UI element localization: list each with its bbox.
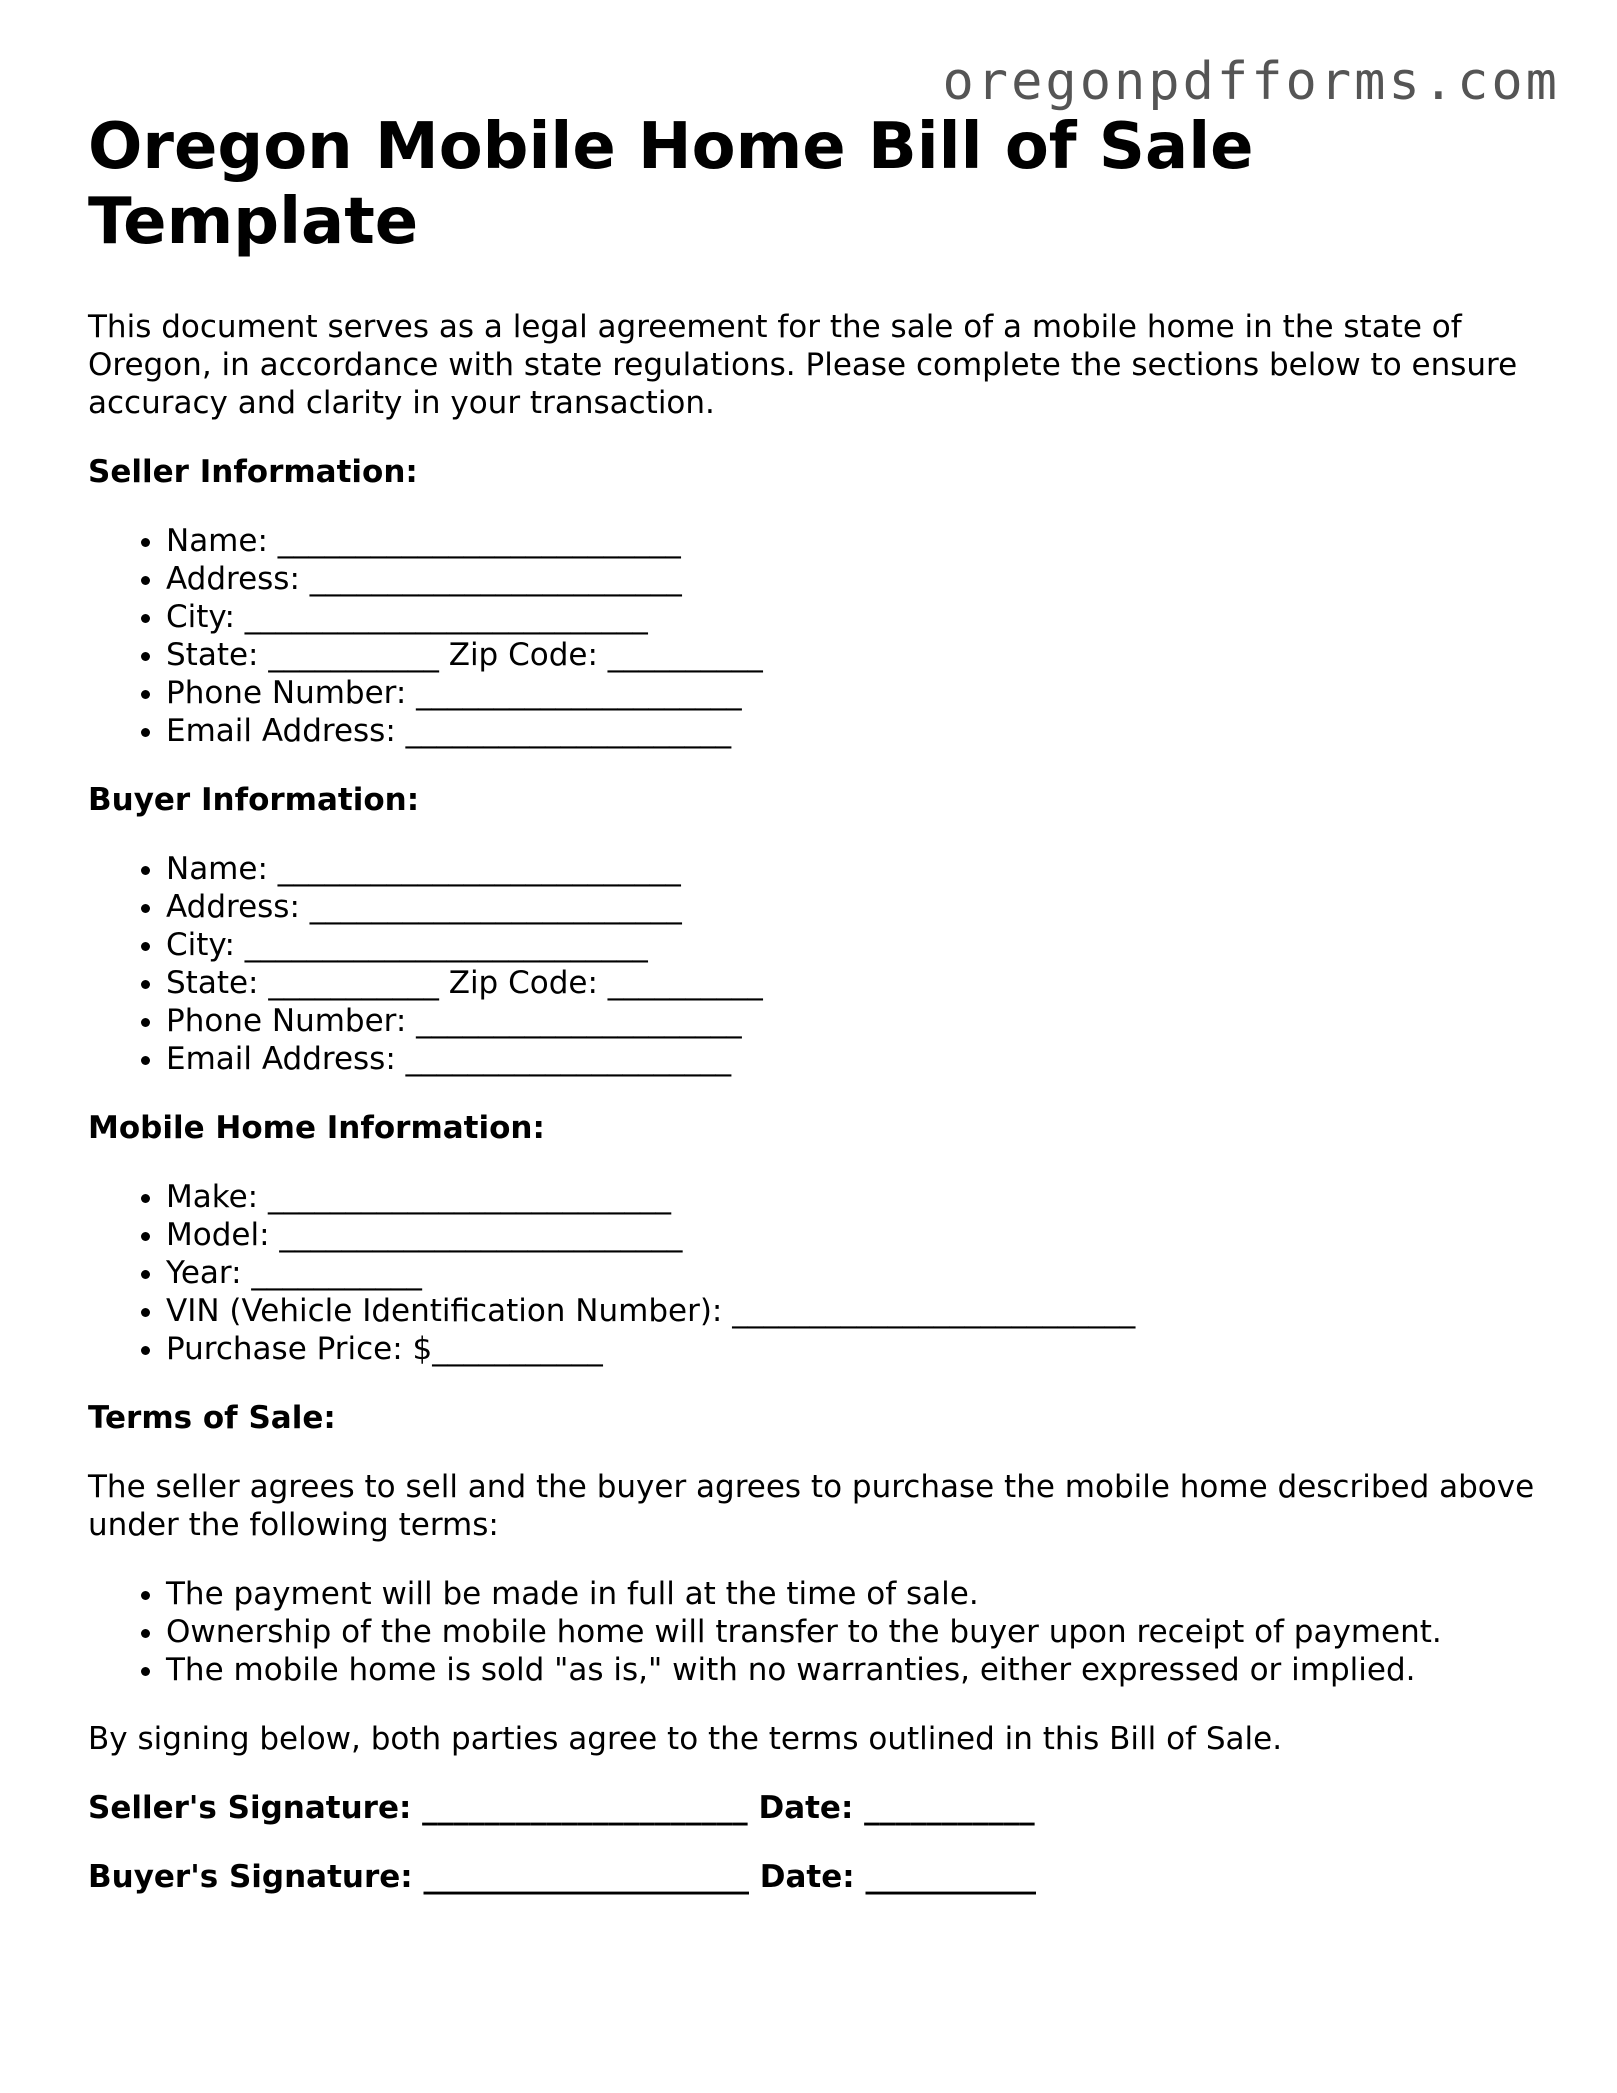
vin-field: • VIN (Vehicle Identification Number): __________________________ — [166, 1292, 1548, 1330]
seller-heading: Seller Information: — [88, 454, 418, 490]
terms-intro: The seller agrees to sell and the buyer agrees to purchase the mobile home described above under the following terms: — [88, 1469, 1535, 1543]
seller-state-zip-field: • State: ___________ Zip Code: __________ — [166, 636, 1548, 674]
page-title: Oregon Mobile Home Bill of Sale Template — [88, 110, 1254, 259]
document-page — [88, 110, 1548, 1927]
seller-address-field: • Address: ________________________ — [166, 560, 1548, 598]
watermark: oregonpdfforms.com — [942, 52, 1560, 112]
terms-heading: Terms of Sale: — [88, 1400, 336, 1436]
seller-info-list — [88, 522, 1548, 750]
make-field: • Make: __________________________ — [166, 1178, 1548, 1216]
term-payment: • The payment will be made in full at the time of sale. — [166, 1575, 1548, 1613]
buyer-city-field: • City: __________________________ — [166, 926, 1548, 964]
buyer-info-list — [88, 850, 1548, 1078]
terms-list — [88, 1575, 1548, 1689]
seller-signature-line: Seller's Signature: _____________________ Date: ___________ — [88, 1790, 1035, 1826]
buyer-name-field: • Name: __________________________ — [166, 850, 1548, 888]
intro-paragraph: This document serves as a legal agreement for the sale of a mobile home in the state of Oregon, in accordance with state regulations. Please complete the sections below to ensure accuracy and clarity in your transaction. — [88, 309, 1518, 421]
model-field: • Model: __________________________ — [166, 1216, 1548, 1254]
buyer-signature-line: Buyer's Signature: _____________________ Date: ___________ — [88, 1859, 1036, 1895]
term-as-is: • The mobile home is sold "as is," with no warranties, either expressed or implied. — [166, 1651, 1548, 1689]
buyer-phone-field: • Phone Number: _____________________ — [166, 1002, 1548, 1040]
seller-city-field: • City: __________________________ — [166, 598, 1548, 636]
purchase-price-field: • Purchase Price: $___________ — [166, 1330, 1548, 1368]
buyer-email-field: • Email Address: _____________________ — [166, 1040, 1548, 1078]
seller-email-field: • Email Address: _____________________ — [166, 712, 1548, 750]
mobile-home-heading: Mobile Home Information: — [88, 1110, 545, 1146]
terms-closing: By signing below, both parties agree to the terms outlined in this Bill of Sale. — [88, 1721, 1283, 1757]
term-ownership: • Ownership of the mobile home will transfer to the buyer upon receipt of payment. — [166, 1613, 1548, 1651]
buyer-heading: Buyer Information: — [88, 782, 420, 818]
year-field: • Year: ___________ — [166, 1254, 1548, 1292]
buyer-address-field: • Address: ________________________ — [166, 888, 1548, 926]
mobile-home-info-list — [88, 1178, 1548, 1368]
seller-name-field: • Name: __________________________ — [166, 522, 1548, 560]
seller-phone-field: • Phone Number: _____________________ — [166, 674, 1548, 712]
buyer-state-zip-field: • State: ___________ Zip Code: __________ — [166, 964, 1548, 1002]
